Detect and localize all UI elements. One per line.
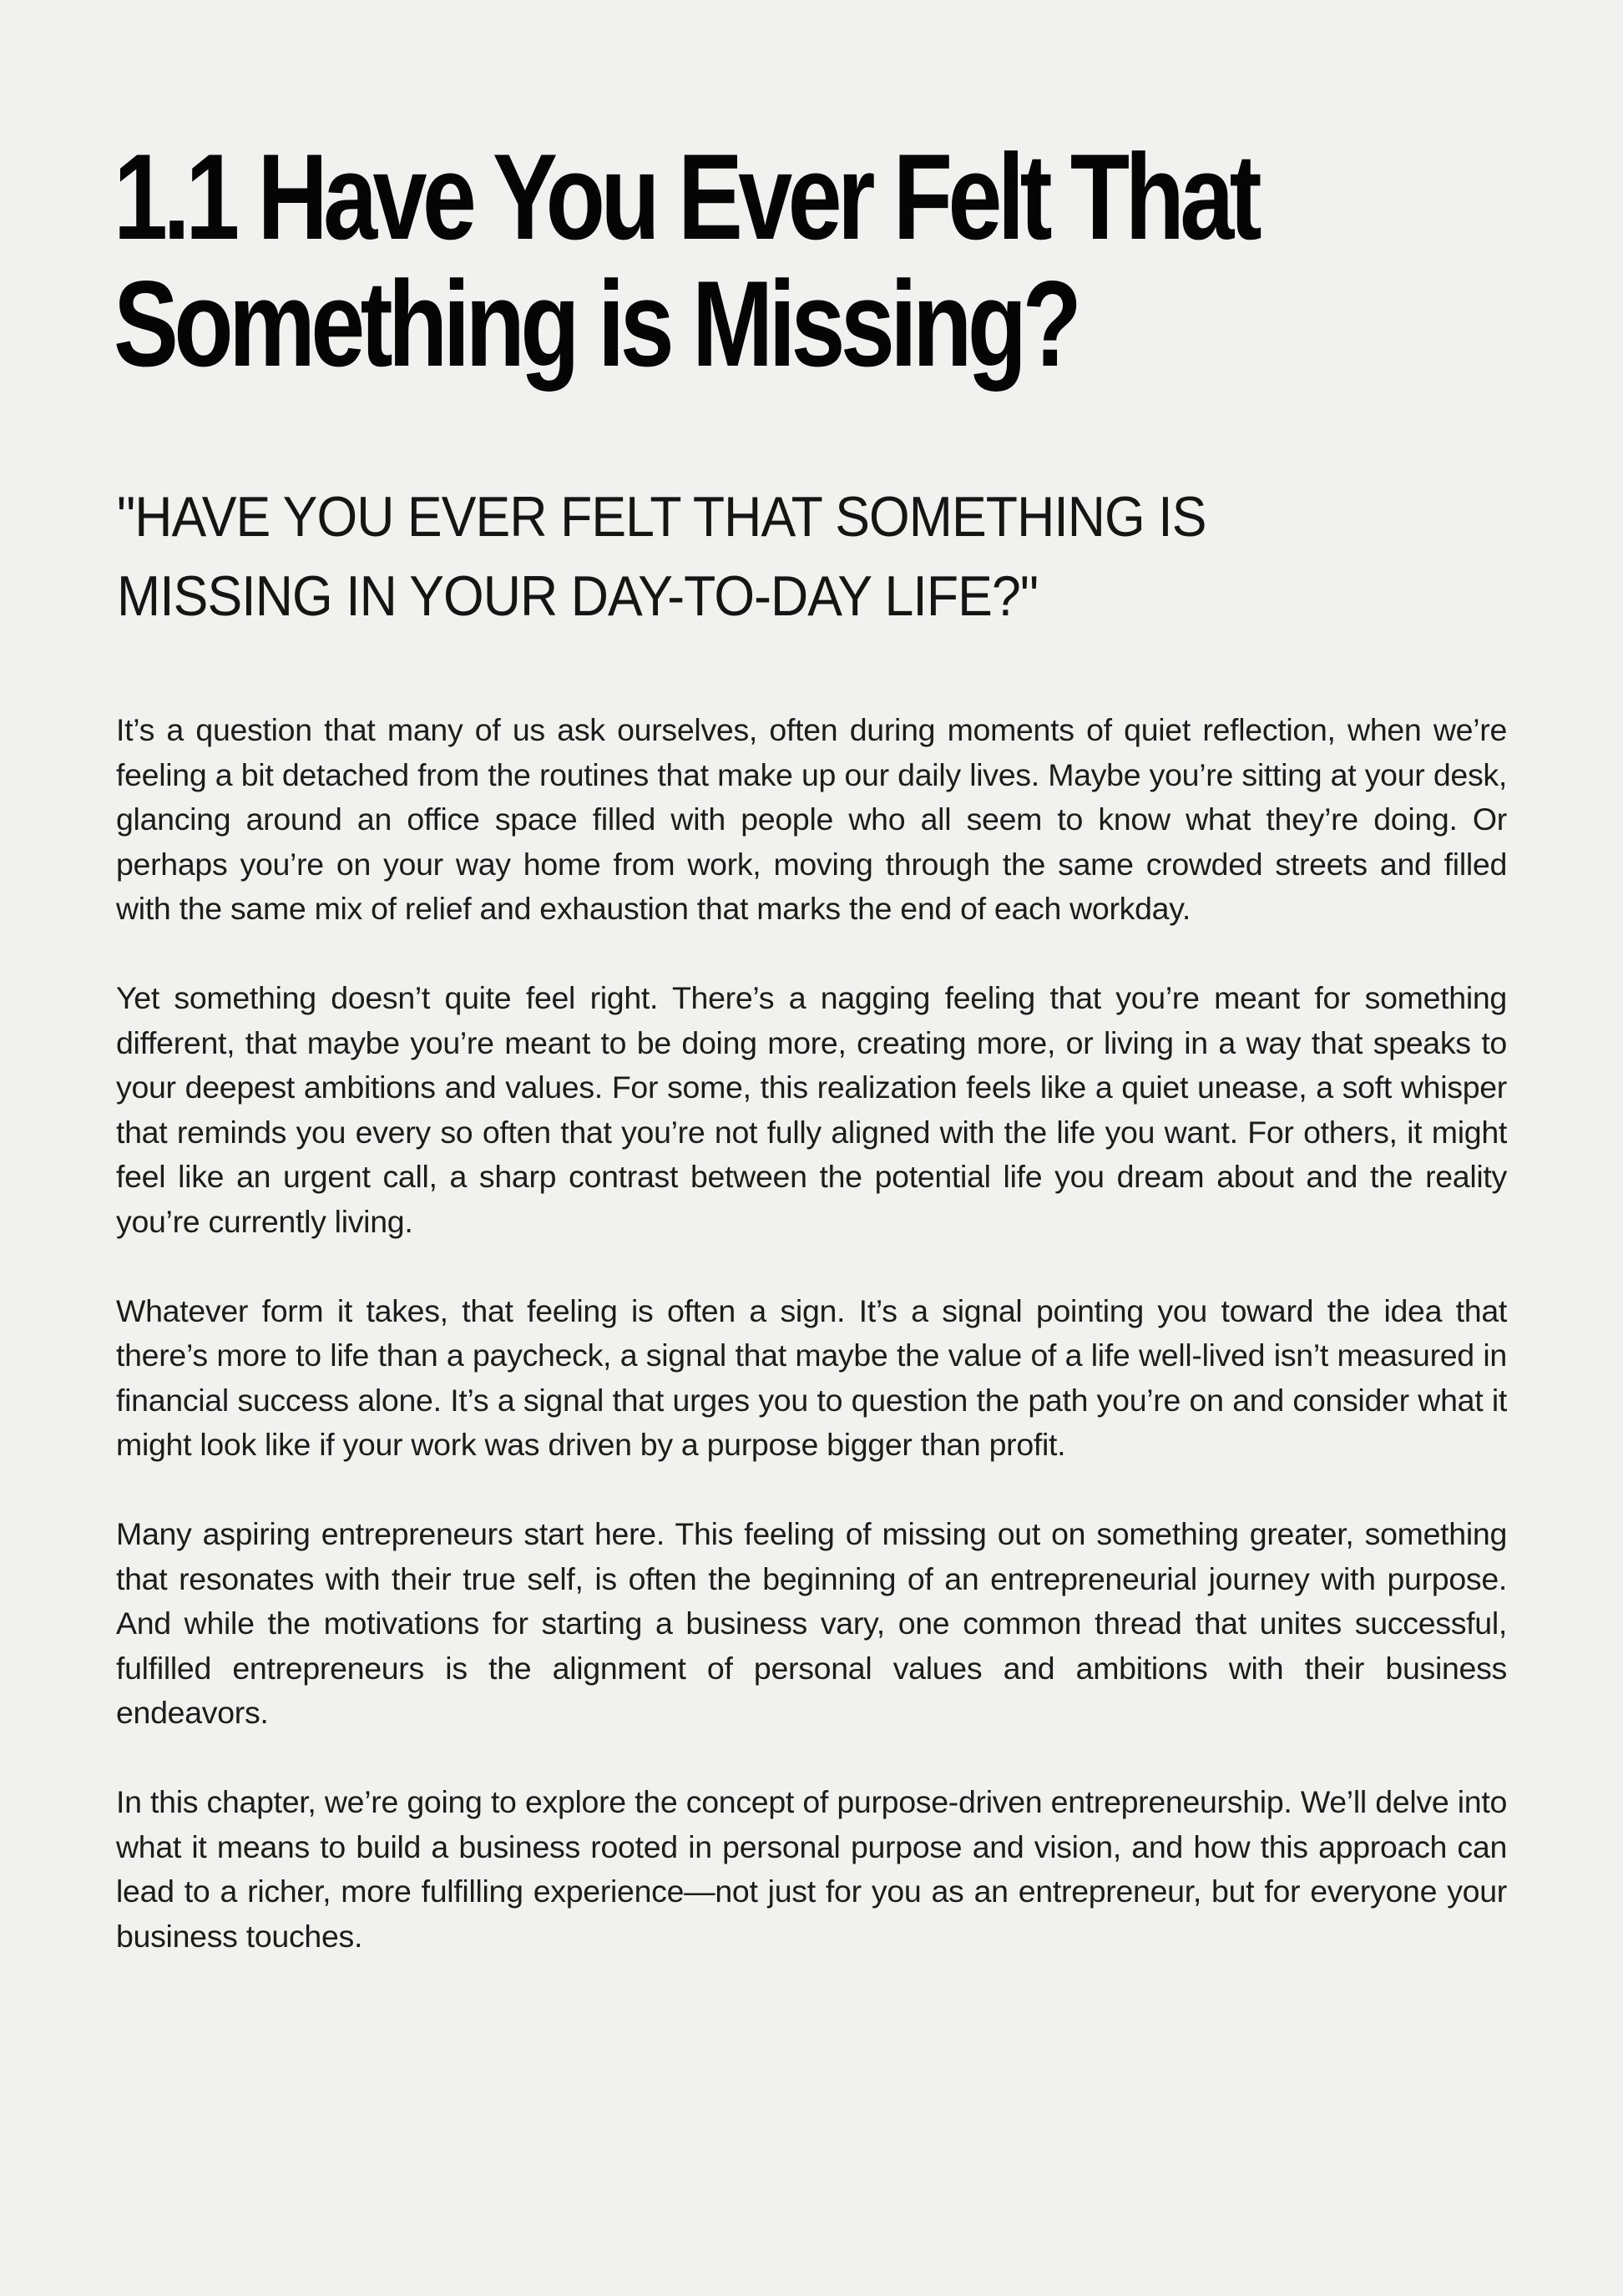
paragraph: Yet something doesn’t quite feel right. There’s a nagging feeling that you’re meant for something different, that maybe you’re meant to be doing more, creating more, or living in a way that speaks to your deepest ambitions and values. For some, this realization feels like a quiet unease, a soft whisper that reminds you every so often that you’re not fully aligned with the life you want. For others, it might feel like an urgent call, a sharp contrast between the potential life you dream about and the reality you’re currently living. — [116, 980, 1507, 1239]
paragraph: Many aspiring entrepreneurs start here. This feeling of missing out on something greater, something that resonates with their true self, is often the beginning of an entrepreneurial journey with purpose. And while the motivations for starting a business vary, one common thread that unites successful, fulfilled entrepreneurs is the alignment of personal values and ambitions with their business endeavors. — [116, 1516, 1507, 1730]
subtitle-line: MISSING IN YOUR DAY-TO-DAY LIFE?" — [117, 564, 1039, 628]
paragraph: It’s a question that many of us ask ourselves, often during moments of quiet reflection, when we’re feeling a bit detached from the routines that make up our daily lives. Maybe you’re sitting at your desk, glancing around an office space filled with people who all seem to know what they’re doing. Or perhaps you’re on your way home from work, moving through the same crowded streets and filled with the same mix of relief and exhaustion that marks the end of each workday. — [116, 712, 1507, 926]
chapter-title-line: Something is Missing? — [114, 255, 1078, 392]
paragraph: Whatever form it takes, that feeling is often a sign. It’s a signal pointing you toward the idea that there’s more to life than a paycheck, a signal that maybe the value of a life well-lived isn’t measured in financial success alone. It’s a signal that urges you to question the path you’re on and consider what it might look like if your work was driven by a purpose bigger than profit. — [116, 1292, 1507, 1462]
body-text — [116, 708, 1507, 2004]
paragraph: In this chapter, we’re going to explore the concept of purpose-driven entrepreneurship. We’ll delve into what it means to build a business rooted in personal purpose and vision, and how this approach can lead to a richer, more fulfilling experience—not just for you as an entrepreneur, but for everyone your business touches. — [116, 1784, 1507, 1954]
chapter-title — [114, 129, 1257, 392]
pull-quote-subtitle — [117, 478, 1206, 636]
chapter-title-line: 1.1 Have You Ever Felt That — [114, 129, 1257, 265]
subtitle-line: "HAVE YOU EVER FELT THAT SOMETHING IS — [117, 485, 1206, 549]
